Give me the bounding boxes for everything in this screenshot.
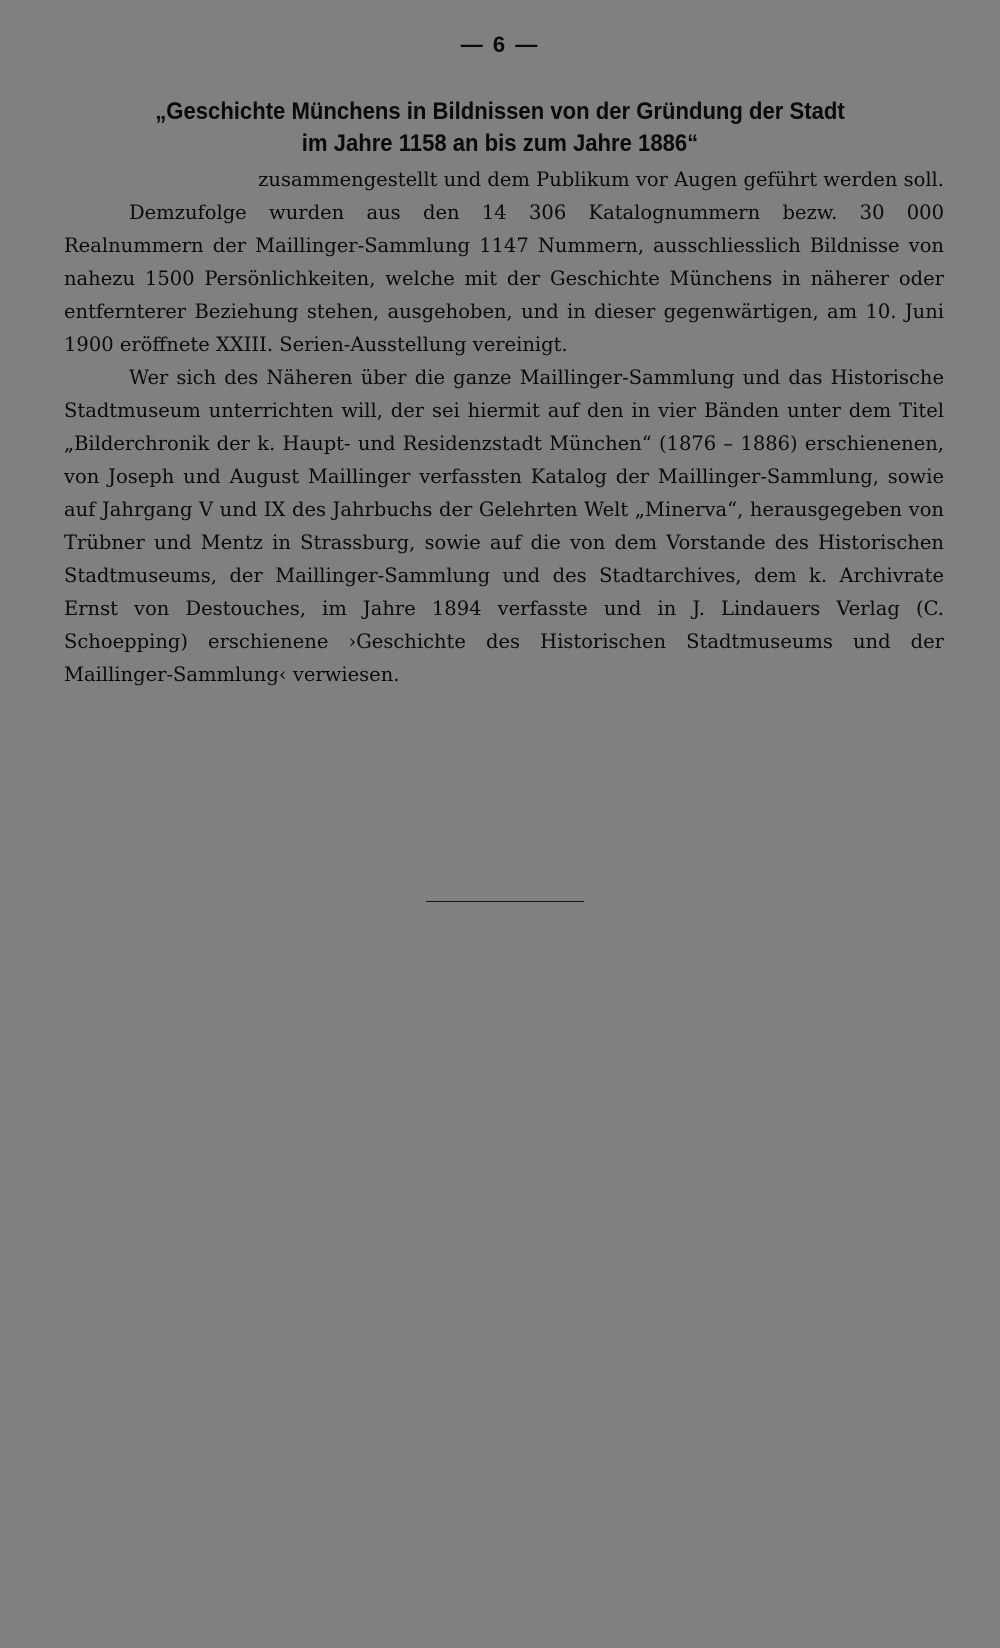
body-text	[64, 163, 944, 691]
heading-line-1: „Geschichte Münchens in Bildnissen von der Gründung der Stadt	[155, 98, 845, 125]
catalog-title-heading	[95, 96, 905, 160]
paragraph-demzufolge: Demzufolge wurden aus den 14 306 Katalognummern bezw. 30 000 Realnummern der Maillinger-Sammlung 1147 Nummern, ausschliesslich Bildnisse von nahezu 1500 Persönlichkeiten, welche mit der Geschichte Münchens in näherer oder entfernterer Beziehung stehen, ausgehoben, und in dieser gegenwärtigen, am 10. Juni 1900 eröffnete XXIII. Serien-Ausstellung vereinigt.	[64, 201, 944, 356]
paragraph-continuation: zusammengestellt und dem Publikum vor Augen geführt werden soll.	[258, 168, 944, 191]
section-end-rule	[426, 901, 584, 902]
heading-line-2: im Jahre 1158 an bis zum Jahre 1886“	[301, 130, 699, 157]
page-number: — 6 —	[460, 32, 540, 57]
paragraph-wer-sich: Wer sich des Näheren über die ganze Maillinger-Sammlung und das Historische Stadtmuseum unterrichten will, der sei hiermit auf den in vier Bänden unter dem Titel „Bilderchronik der k. Haupt- und Residenzstadt München“ (1876 – 1886) erschienenen, von Joseph und August Maillinger verfassten Katalog der Maillinger-Sammlung, sowie auf Jahrgang V und IX des Jahrbuchs der Gelehrten Welt „Minerva“, herausgegeben von Trübner und Mentz in Strassburg, sowie auf die von dem Vorstande des Historischen Stadtmuseums, der Maillinger-Sammlung und des Stadtarchives, dem k. Archivrate Ernst von Destouches, im Jahre 1894 verfasste und in J. Lindauers Verlag (C. Schoepping) erschienene ›Geschichte des Historischen Stadtmuseums und der Maillinger-Sammlung‹ verwiesen.	[64, 366, 944, 686]
